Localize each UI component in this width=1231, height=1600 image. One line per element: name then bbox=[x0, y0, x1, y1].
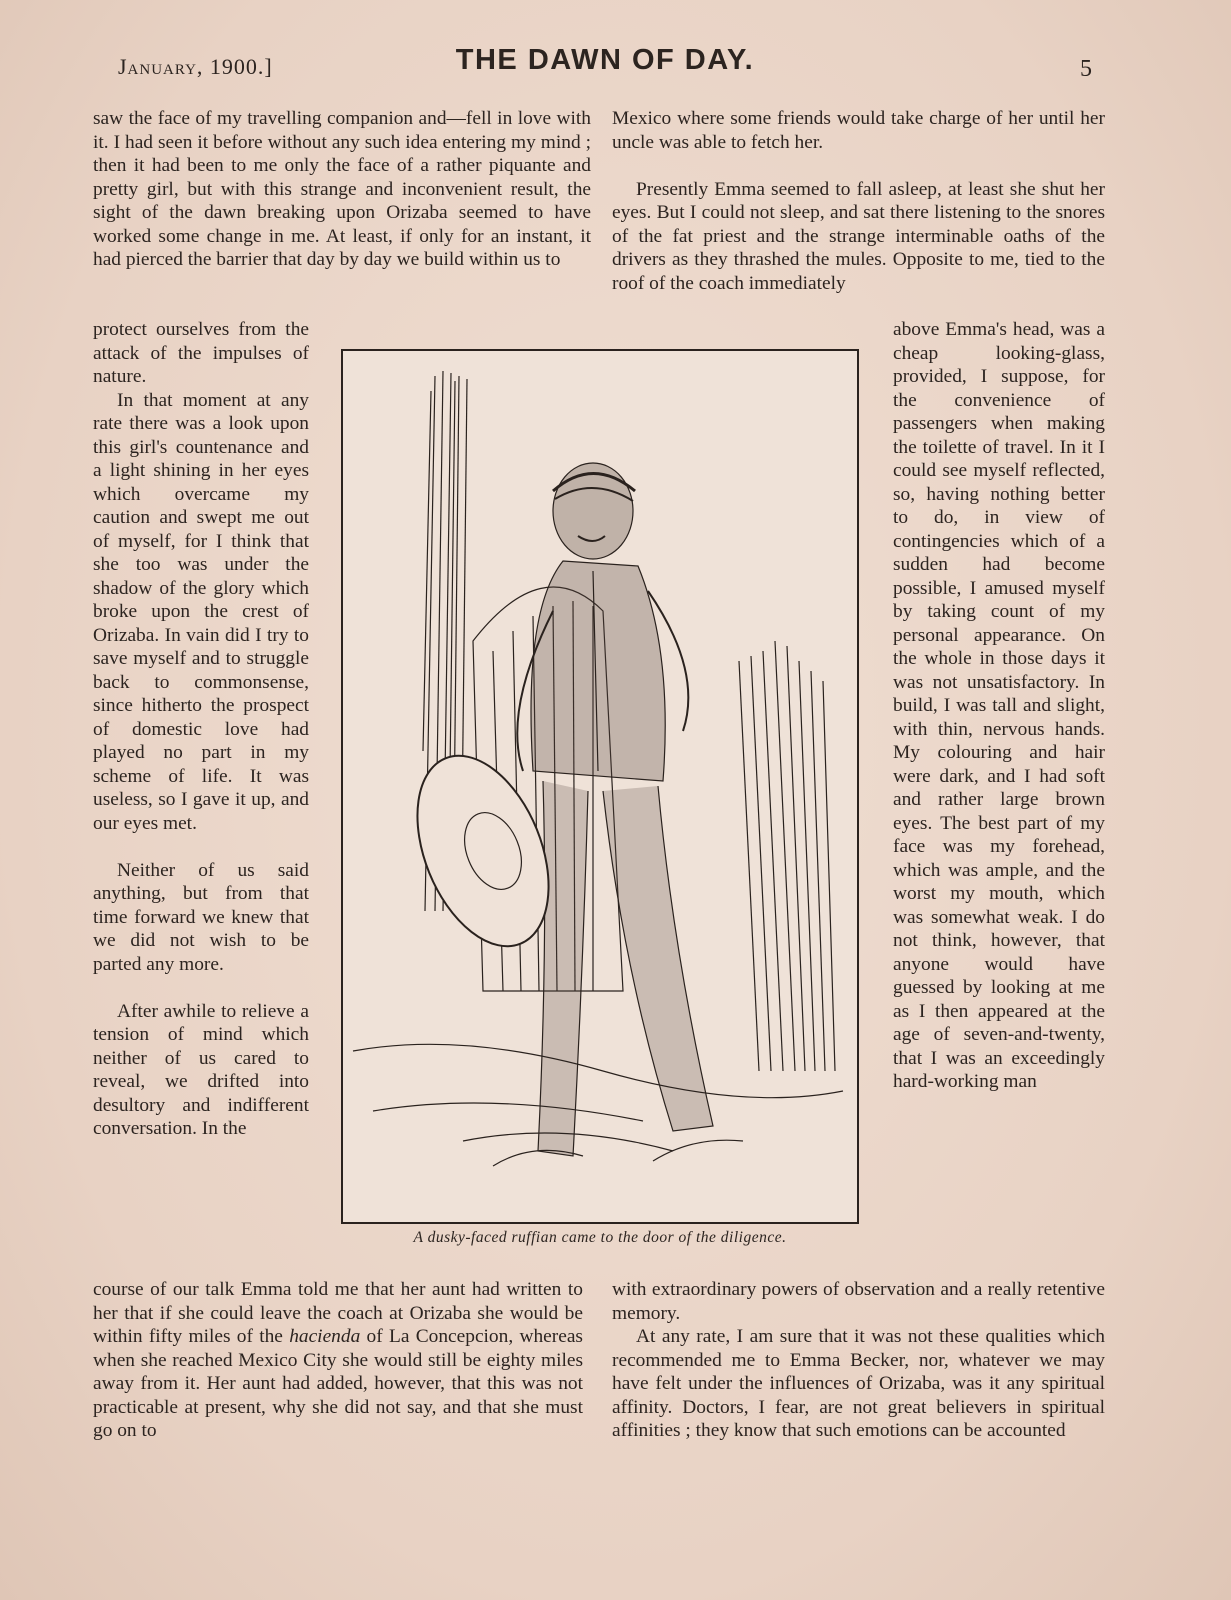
column-1-bottom-text bbox=[93, 1278, 583, 1443]
column-1-narrow-text bbox=[93, 318, 309, 1141]
page-number: 5 bbox=[1080, 56, 1092, 82]
paragraph: with extraordinary powers of observation and a really retentive memory. bbox=[612, 1279, 1105, 1324]
paragraph: Mexico where some friends would take charge of her until her uncle was able to fetch her. bbox=[612, 108, 1105, 153]
text-run: of La Concepcion, whereas when she reached Mexico City she would still be eighty miles away from it. Her aunt had added, however, that this was not practicable at present, why she did not say, and that she must go on to bbox=[93, 1326, 583, 1441]
column-2-narrow-text bbox=[893, 318, 1105, 1094]
magazine-title: THE DAWN OF DAY. bbox=[455, 44, 755, 76]
ruffian-figure bbox=[392, 463, 743, 1166]
paragraph: Neither of us said anything, but from that time forward we knew that we did not wish to be parted any more. bbox=[93, 859, 309, 975]
paragraph bbox=[93, 1278, 583, 1443]
paragraph: saw the face of my travelling companion and—fell in love with it. I had seen it before without any such idea entering my mind ; then it had been to me only the face of a rather piquante and pretty girl, but with this strange and inconvenient result, the sight of the dawn breaking upon Orizaba seemed to have worked some change in me. At least, if only for an instant, it had pierced the barrier that day by day we build within us to bbox=[93, 108, 591, 270]
paragraph: In that moment at any rate there was a look upon this girl's countenance and a light shining in her eyes which overcame my caution and swept me out of myself, for I think that she too was under the shadow of the glory which broke upon the crest of Orizaba. In vain did I try to save myself and to struggle back to commonsense, since hitherto the prospect of domestic love had played no part in my scheme of life. It was useless, so I gave it up, and our eyes met. bbox=[93, 389, 309, 834]
column-1-top-text bbox=[93, 107, 591, 272]
vegetation bbox=[739, 641, 835, 1071]
paragraph: above Emma's head, was a cheap looking-glass, provided, I suppose, for the convenience of passengers when making the toilette of travel. In it I could see myself reflected, so, having nothing better to do, in view of contingencies which of a sudden had become possible, I amused myself by taking count of my personal appearance. On the whole in those days it was not unsatisfactory. In build, I was tall and slight, with thin, nervous hands. My colouring and hair were dark, and I had soft and rather large brown eyes. The best part of my face was my forehead, which was ample, and the worst my mouth, which was somewhat weak. I do not think, however, that anyone would have guessed by looking at me as I then appeared at the age of seven-and-twenty, that I was an exceedingly hard-working man bbox=[893, 319, 1105, 1092]
illustration-frame bbox=[341, 349, 859, 1224]
column-2-top-text bbox=[612, 107, 1105, 295]
paragraph: At any rate, I am sure that it was not these qualities which recommended me to Emma Becker, nor, whatever we may have felt under the influences of Orizaba, was it any spiritual affinity. Doctors, I fear, are not great believers in spiritual affinities ; they know that such emotions can be accounted bbox=[612, 1326, 1105, 1441]
italic-term: hacienda bbox=[289, 1326, 361, 1347]
paragraph: Presently Emma seemed to fall asleep, at least she shut her eyes. But I could not sleep, and sat there listening to the snores of the fat priest and the strange interminable oaths of the drivers as they thrashed the mules. Opposite to me, tied to the roof of the coach immediately bbox=[612, 178, 1105, 294]
running-header bbox=[0, 44, 1231, 94]
issue-date: January, 1900.] bbox=[118, 54, 273, 79]
ground bbox=[353, 1044, 843, 1151]
illustration-caption: A dusky-faced ruffian came to the door of the diligence. bbox=[413, 1229, 787, 1246]
column-2-bottom-text bbox=[612, 1278, 1105, 1443]
paragraph: protect ourselves from the attack of the impulses of nature. bbox=[93, 319, 309, 387]
illustration-ruffian bbox=[343, 351, 857, 1222]
text-run: course of our talk Emma told me that her aunt had written to her that if she could leave the coach at Orizaba she would be within fifty miles of the bbox=[93, 1279, 583, 1347]
paragraph: After awhile to relieve a tension of mind which neither of us cared to reveal, we drifted into desultory and indifferent conversation. In the bbox=[93, 1000, 309, 1139]
